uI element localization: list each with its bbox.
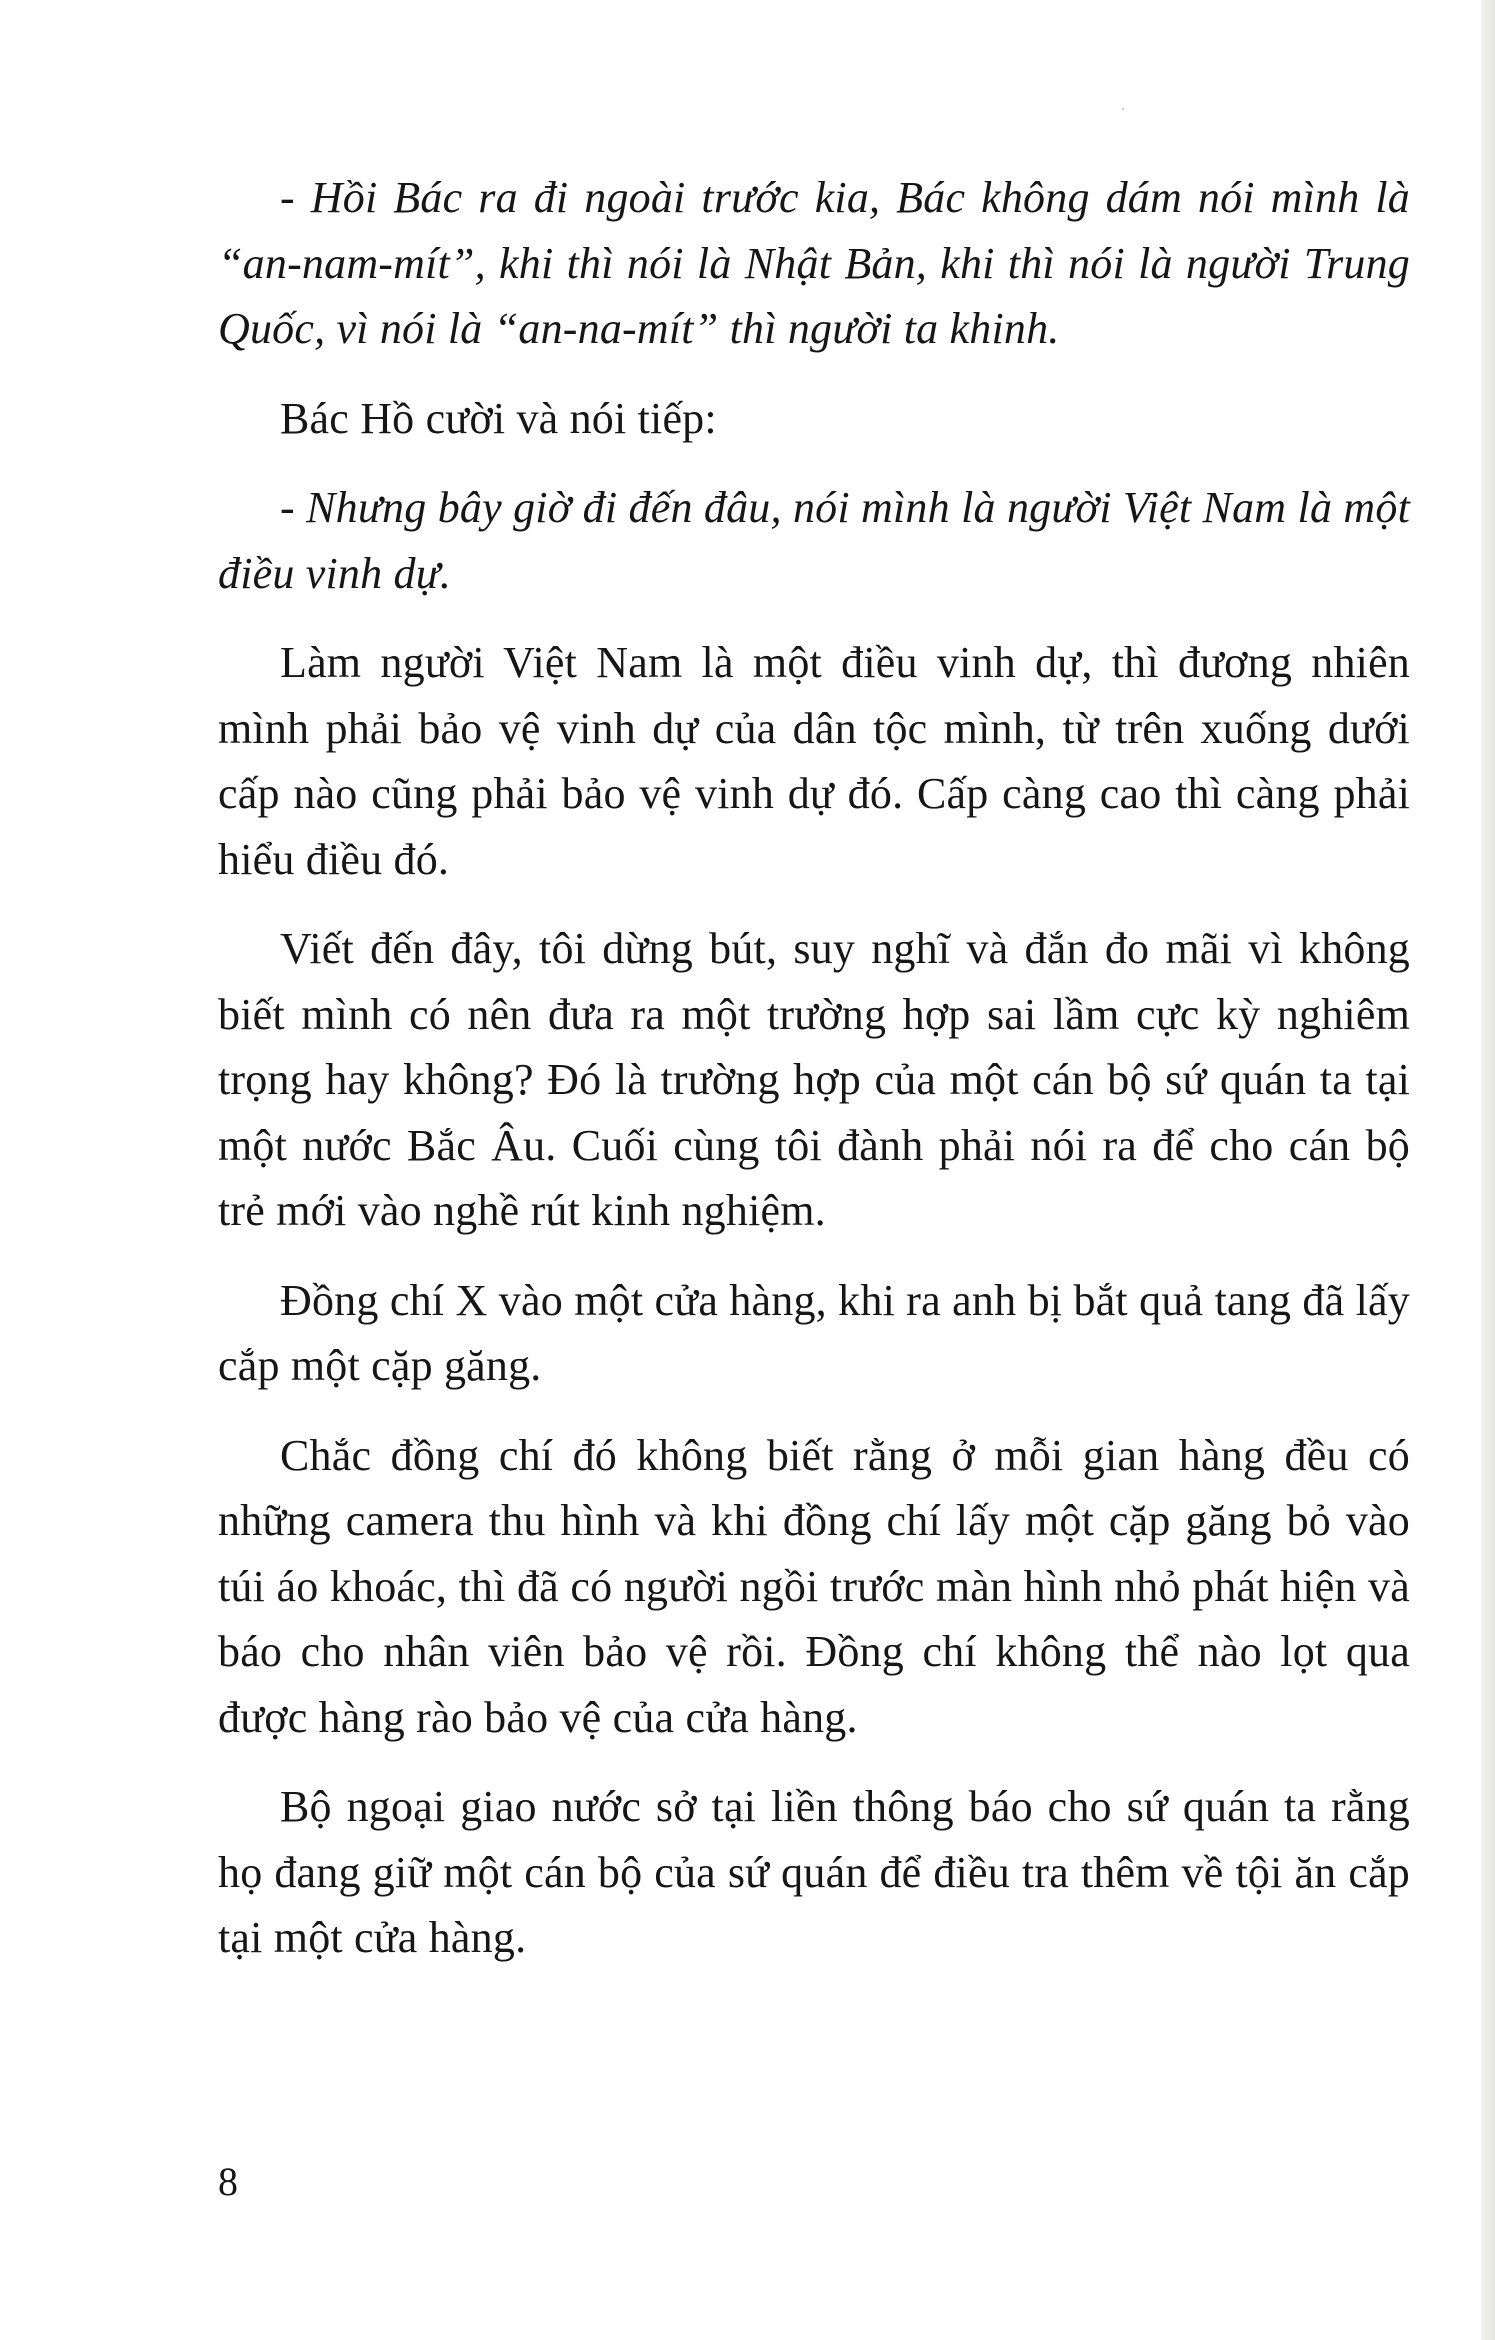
scan-speck [1122,108,1124,110]
paragraph-quote-1: - Hồi Bác ra đi ngoài trước kia, Bác không dám nói mình là “an-nam-mít”, khi thì nói là Nhật Bản, khi thì nói là người Trung Quốc, vì nói là “an-na-mít” thì người ta khinh. [218,173,1410,353]
page-number: 8 [218,2159,238,2204]
body-text [218,165,1410,1995]
paragraph-2: Bác Hồ cười và nói tiếp: [280,393,717,443]
paragraph-quote-2: - Nhưng bây giờ đi đến đâu, nói mình là người Việt Nam là một điều vinh dự. [218,483,1410,598]
paragraph-5: Viết đến đây, tôi dừng bút, suy nghĩ và đắn đo mãi vì không biết mình có nên đưa ra một trường hợp sai lầm cực kỳ nghiêm trọng hay không? Đó là trường hợp của một cán bộ sứ quán ta tại một nước Bắc Âu. Cuối cùng tôi đành phải nói ra để cho cán bộ trẻ mới vào nghề rút kinh nghiệm. [218,924,1410,1235]
paragraph-7: Chắc đồng chí đó không biết rằng ở mỗi gian hàng đều có những camera thu hình và khi đồng chí lấy một cặp găng bỏ vào túi áo khoác, thì đã có người ngồi trước màn hình nhỏ phát hiện và báo cho nhân viên bảo vệ rồi. Đồng chí không thể nào lọt qua được hàng rào bảo vệ của cửa hàng. [218,1430,1410,1742]
paragraph-4: Làm người Việt Nam là một điều vinh dự, thì đương nhiên mình phải bảo vệ vinh dự của dân tộc mình, từ trên xuống dưới cấp nào cũng phải bảo vệ vinh dự đó. Cấp càng cao thì càng phải hiểu điều đó. [218,638,1410,884]
paragraph-6: Đồng chí X vào một cửa hàng, khi ra anh bị bắt quả tang đã lấy cắp một cặp găng. [218,1275,1410,1390]
paragraph-8: Bộ ngoại giao nước sở tại liền thông báo cho sứ quán ta rằng họ đang giữ một cán bộ của sứ quán để điều tra thêm về tội ăn cắp tại một cửa hàng. [218,1782,1410,1962]
page-edge-shadow [1481,0,1495,2340]
